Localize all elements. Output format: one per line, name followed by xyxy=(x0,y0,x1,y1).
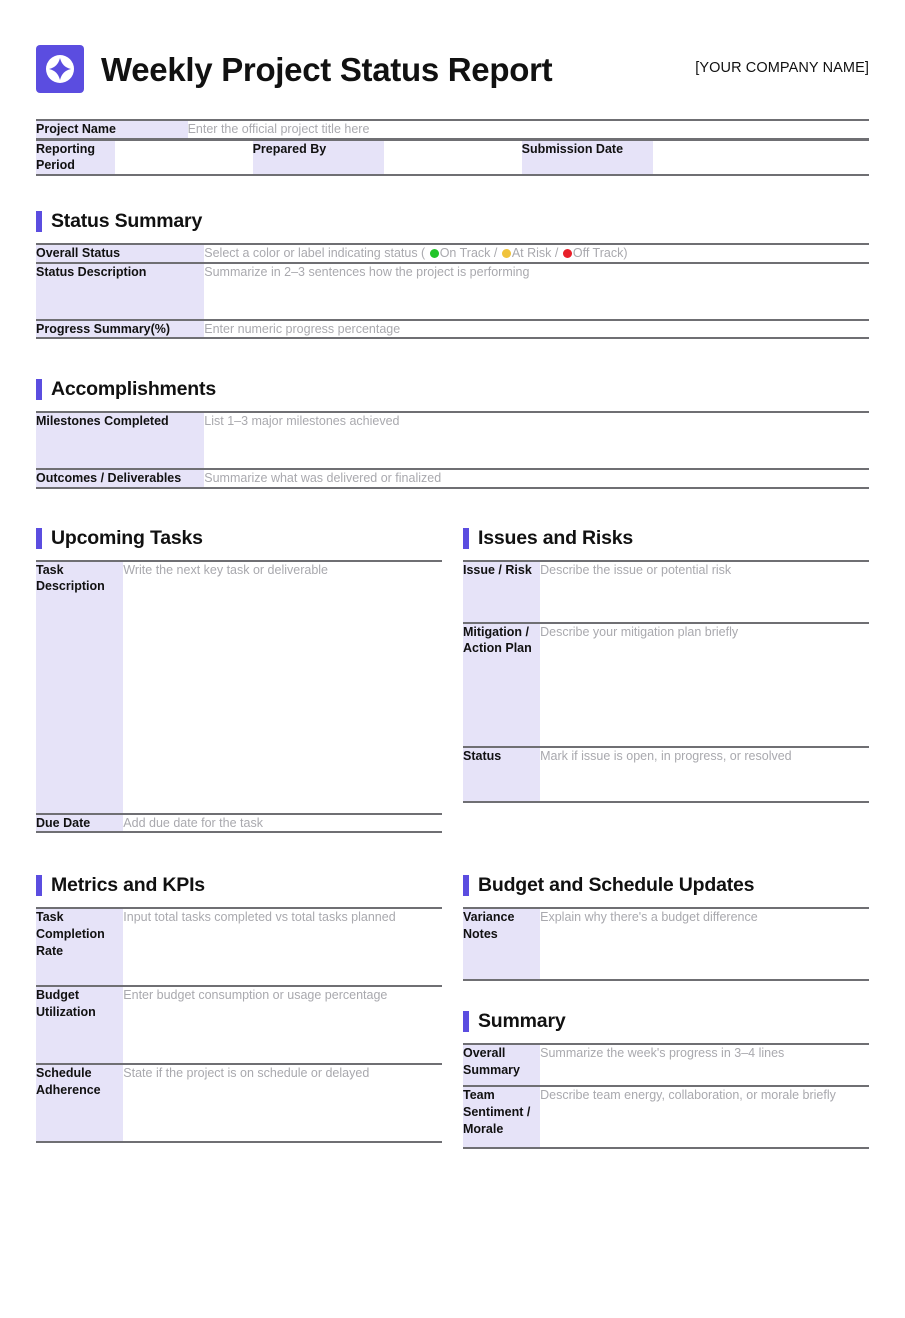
overall-status-sep-1: / xyxy=(490,245,501,260)
section-title: Issues and Risks xyxy=(478,526,634,549)
upcoming-tasks-table xyxy=(36,560,442,834)
team-sentiment-label: Team Sentiment / Morale xyxy=(463,1086,540,1148)
table-row xyxy=(36,263,869,320)
schedule-adherence-label: Schedule Adherence xyxy=(36,1064,123,1142)
page-title: Weekly Project Status Report xyxy=(101,50,553,88)
section-heading-accomplishments xyxy=(36,379,869,400)
report-page xyxy=(0,38,905,1318)
reporting-period-label: Reporting Period xyxy=(36,140,115,175)
table-row xyxy=(463,1044,869,1086)
mitigation-action-plan-input[interactable]: Describe your mitigation plan briefly xyxy=(540,623,869,747)
mid-columns xyxy=(36,528,869,834)
section-heading-issues-and-risks xyxy=(463,528,869,549)
overall-status-hint-post: ) xyxy=(623,245,628,260)
table-row xyxy=(36,320,869,339)
outcomes-deliverables-input[interactable]: Summarize what was delivered or finalized xyxy=(204,469,869,488)
budget-utilization-label: Budget Utilization xyxy=(36,986,123,1064)
section-title: Metrics and KPIs xyxy=(51,874,205,897)
issue-status-label: Status xyxy=(463,747,540,802)
table-row xyxy=(463,747,869,802)
company-name: [YOUR COMPANY NAME] xyxy=(695,60,869,76)
issue-risk-input[interactable]: Describe the issue or potential risk xyxy=(540,561,869,623)
summary-table xyxy=(463,1043,869,1149)
overall-status-hint-pre: Select a color or label indicating status ( xyxy=(204,245,429,260)
task-description-input[interactable]: Write the next key task or deliverable xyxy=(123,561,442,814)
project-info-table xyxy=(36,119,869,139)
table-row xyxy=(36,814,442,833)
table-row xyxy=(36,469,869,488)
reporting-period-input[interactable] xyxy=(115,140,252,175)
table-row xyxy=(463,908,869,980)
due-date-input[interactable]: Add due date for the task xyxy=(123,814,442,833)
status-description-input[interactable]: Summarize in 2–3 sentences how the project is performing xyxy=(204,263,869,320)
metrics-and-kpis-table xyxy=(36,907,442,1143)
schedule-adherence-input[interactable]: State if the project is on schedule or delayed xyxy=(123,1064,442,1142)
project-meta-table xyxy=(36,139,869,176)
submission-date-input[interactable] xyxy=(653,140,869,175)
table-row xyxy=(36,986,442,1064)
section-accent-bar-icon xyxy=(463,875,469,896)
team-sentiment-input[interactable]: Describe team energy, collaboration, or morale briefly xyxy=(540,1086,869,1148)
mitigation-action-plan-label: Mitigation / Action Plan xyxy=(463,623,540,747)
status-dot-on-track-icon xyxy=(430,249,439,258)
accomplishments-table xyxy=(36,411,869,489)
milestones-completed-input[interactable]: List 1–3 major milestones achieved xyxy=(204,412,869,469)
section-heading-budget-and-schedule xyxy=(463,875,869,896)
section-accent-bar-icon xyxy=(36,528,42,549)
overall-status-at-risk-label: At Risk xyxy=(511,245,552,260)
overall-status-on-track-label: On Track xyxy=(439,245,491,260)
section-title: Budget and Schedule Updates xyxy=(478,874,755,897)
status-dot-off-track-icon xyxy=(563,249,572,258)
column-budget-and-summary xyxy=(463,875,869,1149)
milestones-completed-label: Milestones Completed xyxy=(36,412,204,469)
section-accent-bar-icon xyxy=(36,379,42,400)
budget-utilization-input[interactable]: Enter budget consumption or usage percentage xyxy=(123,986,442,1064)
issues-and-risks-table xyxy=(463,560,869,803)
overall-status-input[interactable] xyxy=(204,244,869,263)
column-upcoming-tasks xyxy=(36,528,442,834)
section-spacer xyxy=(463,981,869,1011)
section-heading-summary xyxy=(463,1011,869,1032)
table-row xyxy=(36,140,869,175)
due-date-label: Due Date xyxy=(36,814,123,833)
section-accent-bar-icon xyxy=(463,528,469,549)
column-issues-and-risks xyxy=(463,528,869,834)
project-name-input[interactable]: Enter the official project title here xyxy=(188,120,869,138)
task-completion-rate-label: Task Completion Rate xyxy=(36,908,123,986)
status-summary-table xyxy=(36,243,869,339)
section-accent-bar-icon xyxy=(463,1011,469,1032)
status-description-label: Status Description xyxy=(36,263,204,320)
overall-summary-label: Overall Summary xyxy=(463,1044,540,1086)
task-description-label: Task Description xyxy=(36,561,123,814)
table-row xyxy=(463,561,869,623)
submission-date-label: Submission Date xyxy=(522,140,654,175)
overall-status-off-track-label: Off Track xyxy=(572,245,624,260)
table-row xyxy=(36,244,869,263)
report-header xyxy=(36,38,869,100)
bottom-columns xyxy=(36,875,869,1149)
table-row xyxy=(463,1086,869,1148)
overall-summary-input[interactable]: Summarize the week's progress in 3–4 lines xyxy=(540,1044,869,1086)
prepared-by-label: Prepared By xyxy=(253,140,385,175)
section-heading-upcoming-tasks xyxy=(36,528,442,549)
issue-risk-label: Issue / Risk xyxy=(463,561,540,623)
outcomes-deliverables-label: Outcomes / Deliverables xyxy=(36,469,204,488)
section-accent-bar-icon xyxy=(36,211,42,232)
table-row xyxy=(36,120,869,138)
task-completion-rate-input[interactable]: Input total tasks completed vs total tasks planned xyxy=(123,908,442,986)
overall-status-label: Overall Status xyxy=(36,244,204,263)
section-accent-bar-icon xyxy=(36,875,42,896)
status-dot-at-risk-icon xyxy=(502,249,511,258)
company-logo-icon xyxy=(36,45,84,93)
progress-summary-input[interactable]: Enter numeric progress percentage xyxy=(204,320,869,339)
prepared-by-input[interactable] xyxy=(384,140,521,175)
progress-summary-label: Progress Summary(%) xyxy=(36,320,204,339)
table-row xyxy=(36,1064,442,1142)
project-name-label: Project Name xyxy=(36,120,188,138)
section-title: Summary xyxy=(478,1010,566,1033)
section-heading-status-summary xyxy=(36,211,869,232)
section-title: Upcoming Tasks xyxy=(51,526,203,549)
table-row xyxy=(36,412,869,469)
column-metrics-and-kpis xyxy=(36,875,442,1149)
variance-notes-input[interactable]: Explain why there's a budget difference xyxy=(540,908,869,980)
table-row xyxy=(36,908,442,986)
variance-notes-label: Variance Notes xyxy=(463,908,540,980)
table-row xyxy=(36,561,442,814)
section-heading-metrics-and-kpis xyxy=(36,875,442,896)
table-row xyxy=(463,623,869,747)
issue-status-input[interactable]: Mark if issue is open, in progress, or resolved xyxy=(540,747,869,802)
section-title: Accomplishments xyxy=(51,377,216,400)
overall-status-sep-2: / xyxy=(551,245,562,260)
budget-and-schedule-table xyxy=(463,907,869,981)
section-title: Status Summary xyxy=(51,209,203,232)
